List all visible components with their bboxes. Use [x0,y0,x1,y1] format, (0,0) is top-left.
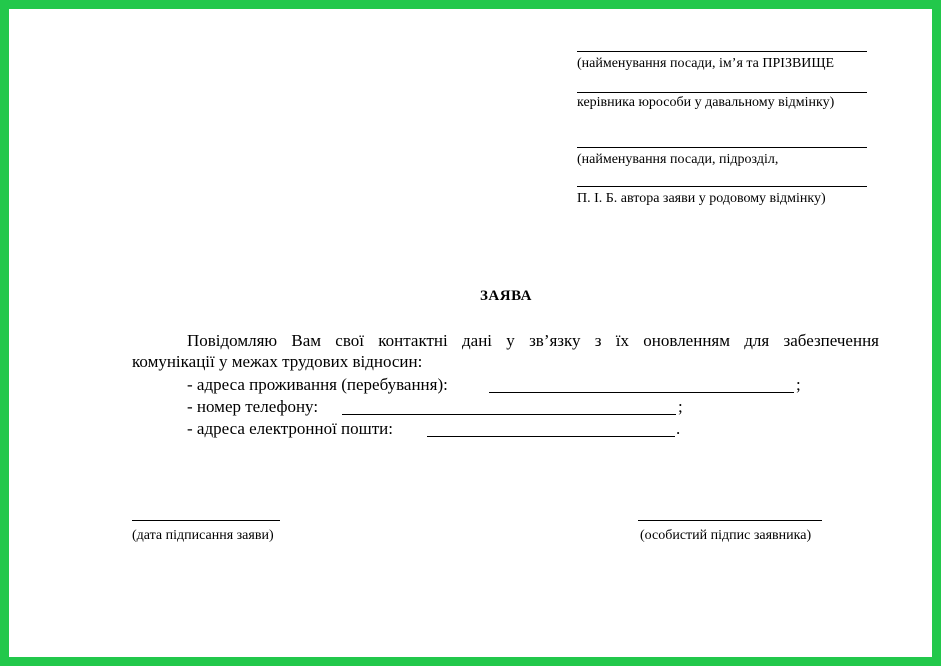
author-caption-2: П. І. Б. автора заяви у родовому відмінку) [577,191,826,206]
date-caption: (дата підписання заяви) [132,528,274,543]
author-blank-2 [577,186,867,187]
addressee-caption-2: керівника юрособи у давальному відмінку) [577,95,835,110]
signature-blank[interactable] [638,520,822,521]
item-phone-label: - номер телефону: [187,397,319,416]
item-phone-blank[interactable] [342,414,676,415]
item-address-blank[interactable] [489,392,794,393]
author-caption-1: (найменування посади, підрозділ, [577,152,779,167]
item-phone-end: ; [678,397,683,416]
item-address-label: - адреса проживання (перебування): [187,375,448,394]
body-intro-line-1: Повідомляю Вам свої контактні дані у зв’язку з їх оновленням для забезпечення [187,331,879,350]
date-blank[interactable] [132,520,280,521]
item-address-end: ; [796,375,801,394]
addressee-caption-1: (найменування посади, ім’я та ПРІЗВИЩЕ [577,56,835,71]
item-email-end: . [676,419,681,438]
author-blank-1 [577,147,867,148]
item-email-label: - адреса електронної пошти: [187,419,393,438]
addressee-blank-2 [577,92,867,93]
body-intro-line-2: комунікації у межах трудових відносин: [132,352,423,371]
item-email-blank[interactable] [427,436,675,437]
addressee-blank-1 [577,51,867,52]
signature-caption: (особистий підпис заявника) [640,528,812,543]
page-title: ЗАЯВА [480,288,532,304]
